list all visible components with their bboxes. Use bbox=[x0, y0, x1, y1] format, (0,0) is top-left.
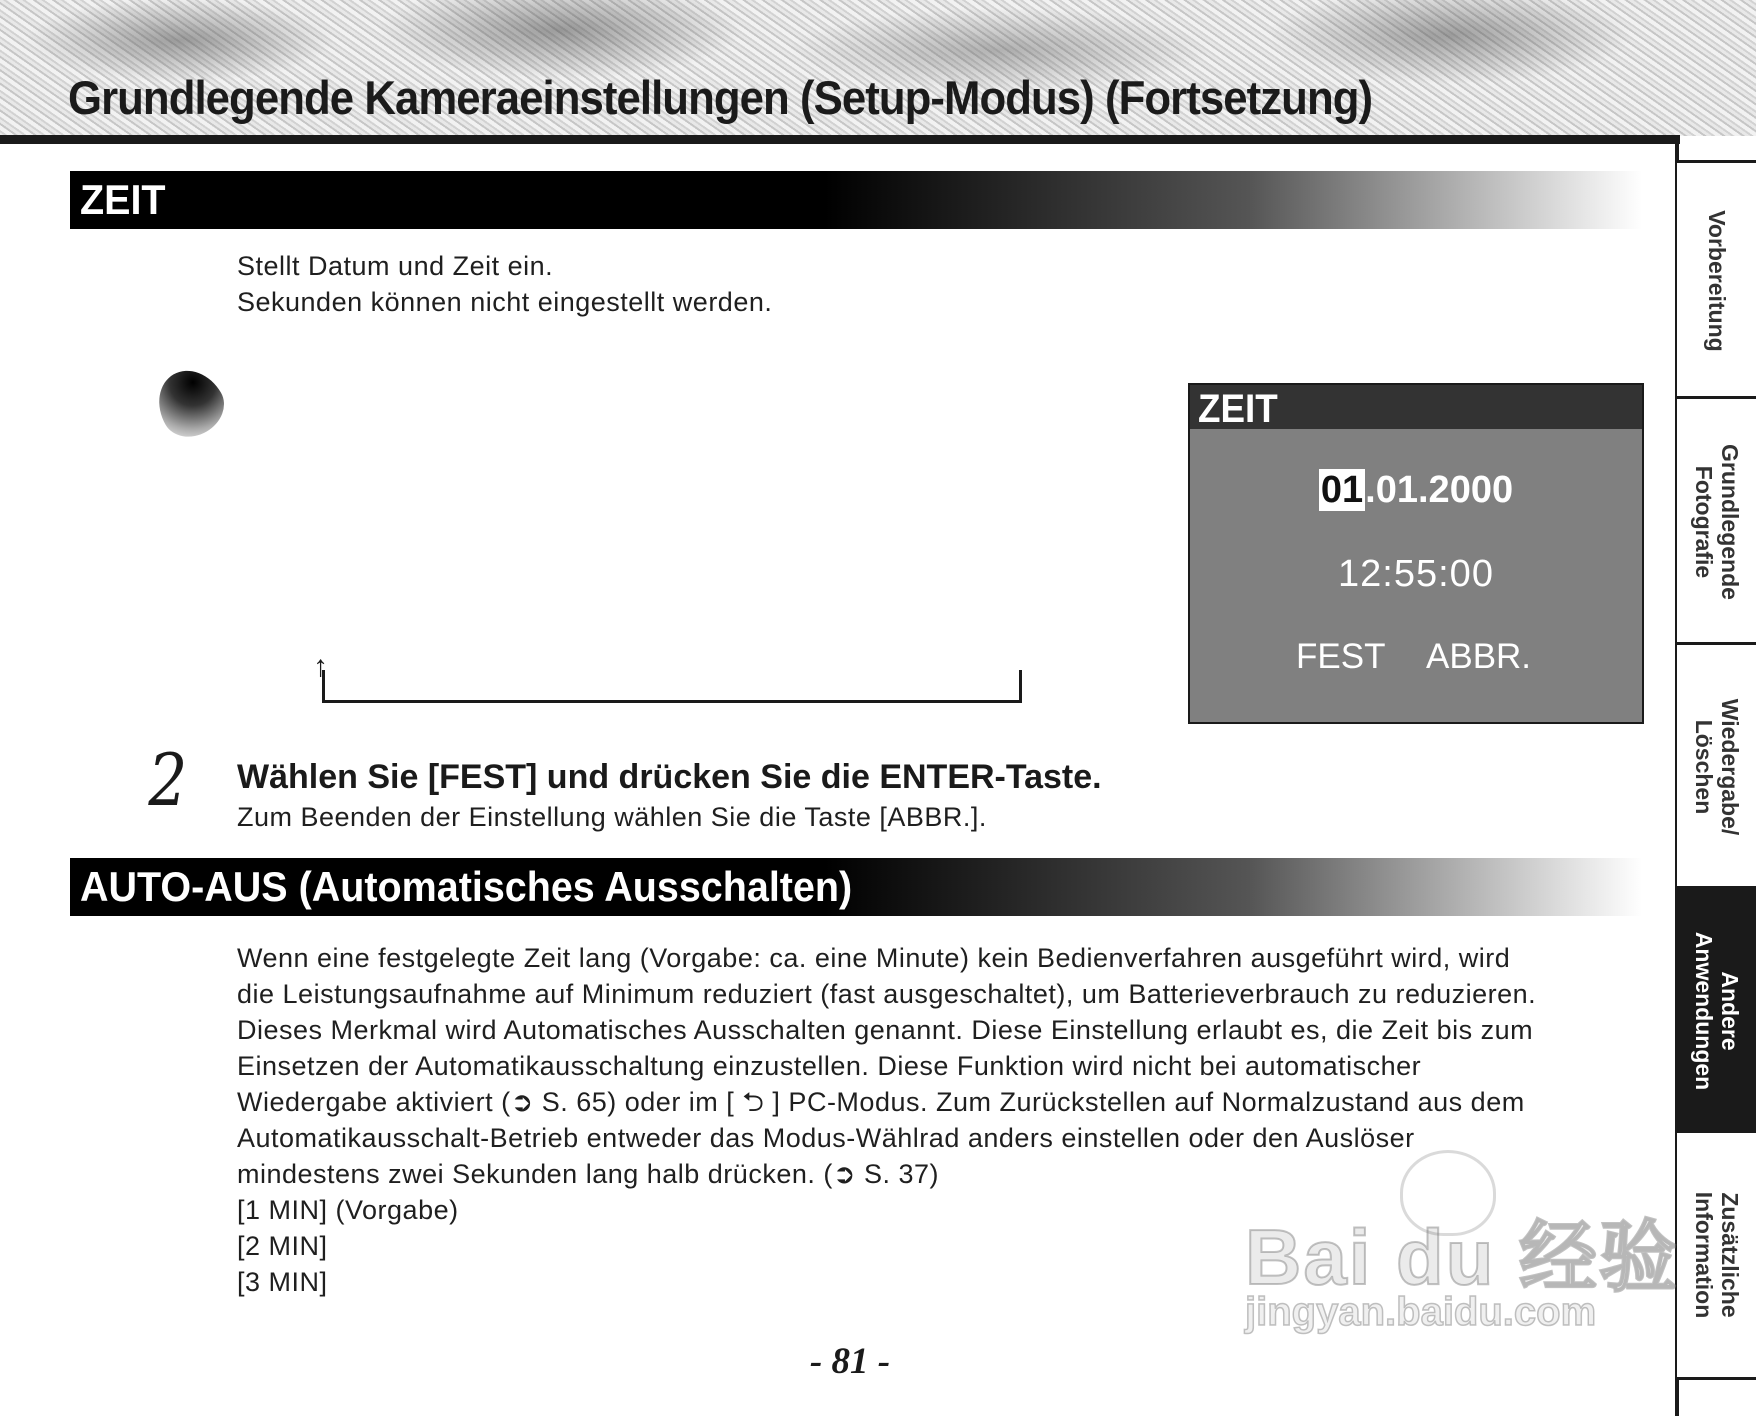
auto-aus-section-bar bbox=[70, 858, 1642, 916]
auto-aus-section-title: AUTO-AUS (Automatisches Ausschalten) bbox=[80, 863, 853, 910]
lcd-abbr-option: ABBR. bbox=[1426, 637, 1532, 676]
tab-andere-anwendungen[interactable] bbox=[1677, 886, 1756, 1133]
tab-vorbereitung[interactable] bbox=[1677, 160, 1756, 399]
zeit-intro bbox=[237, 248, 772, 320]
page-title: Grundlegende Kameraeinstellungen (Setup-Modus) (Fortsetzung) bbox=[68, 71, 1373, 124]
step-heading: Wählen Sie [FEST] und drücken Sie die ENTER-Taste. bbox=[237, 758, 1102, 796]
header-divider bbox=[0, 135, 1680, 144]
auto-aus-line: mindestens zwei Sekunden lang halb drücken. (➲ S. 37) bbox=[237, 1159, 940, 1189]
tab-zusaetzliche-information[interactable] bbox=[1677, 1130, 1756, 1380]
auto-aus-option: [2 MIN] bbox=[237, 1231, 328, 1261]
tab-label: Andere Anwendungen bbox=[1690, 931, 1743, 1091]
lcd-date-selected: 01 bbox=[1320, 469, 1364, 511]
zeit-intro-line: Sekunden können nicht eingestellt werden. bbox=[237, 287, 773, 317]
lcd-screen bbox=[1188, 383, 1644, 724]
loop-arrow-gap bbox=[1000, 640, 1020, 670]
auto-aus-option: [3 MIN] bbox=[237, 1267, 328, 1297]
auto-aus-line: Automatikausschalt-Betrieb entweder das Modus-Wählrad anders einstellen oder den Auslöser bbox=[237, 1123, 1415, 1153]
tab-label: Grundlegende Fotografie bbox=[1690, 444, 1743, 600]
lcd-header bbox=[1190, 385, 1642, 429]
zeit-section-title: ZEIT bbox=[80, 176, 166, 223]
auto-aus-line: Dieses Merkmal wird Automatisches Ausschalten genannt. Diese Einstellung erlaubt es, die Zeit bis zum bbox=[237, 1015, 1534, 1045]
step-note: Zum Beenden der Einstellung wählen Sie die Taste [ABBR.]. bbox=[237, 802, 987, 832]
zeit-section-bar bbox=[70, 171, 1642, 229]
lcd-title: ZEIT bbox=[1198, 387, 1278, 431]
lcd-date-rest: .01.2000 bbox=[1365, 469, 1514, 511]
auto-aus-line: Wenn eine festgelegte Zeit lang (Vorgabe: ca. eine Minute) kein Bedienverfahren ausgeführt wird, wird bbox=[237, 943, 1511, 973]
tab-label: Vorbereitung bbox=[1703, 210, 1730, 352]
lcd-date bbox=[1190, 469, 1642, 512]
up-arrow-icon: ↑ bbox=[313, 650, 328, 683]
auto-aus-option: [1 MIN] (Vorgabe) bbox=[237, 1195, 459, 1225]
loop-arrow-line bbox=[322, 670, 1022, 703]
lcd-fest-option: FEST bbox=[1296, 637, 1386, 676]
page-number: - 81 - bbox=[809, 1341, 891, 1382]
auto-aus-line: Einsetzen der Automatikausschaltung einzustellen. Diese Funktion wird nicht bei automatischer bbox=[237, 1051, 1422, 1081]
tab-grundlegende-fotografie[interactable] bbox=[1677, 396, 1756, 645]
tab-wiedergabe-loeschen[interactable] bbox=[1677, 642, 1756, 889]
lcd-time: 12:55:00 bbox=[1338, 553, 1494, 595]
step-marker-icon bbox=[146, 358, 234, 447]
auto-aus-line: Wiedergabe aktiviert (➲ S. 65) oder im [ ⮌ ] PC-Modus. Zum Zurückstellen auf Normalzustand aus dem bbox=[237, 1087, 1525, 1117]
baidu-watermark-logo: Bai du 经验 bbox=[1245, 1213, 1680, 1301]
tab-label: Zusätzliche Information bbox=[1690, 1191, 1743, 1319]
zeit-intro-line: Stellt Datum und Zeit ein. bbox=[237, 251, 554, 281]
tab-label: Wiedergabe/ Löschen bbox=[1690, 698, 1743, 836]
step-number: 2 bbox=[148, 738, 188, 822]
auto-aus-line: die Leistungsaufnahme auf Minimum reduziert (fast ausgeschaltet), um Batterieverbrauch zu reduzieren. bbox=[237, 979, 1537, 1009]
baidu-watermark-url: jingyan.baidu.com bbox=[1245, 1290, 1597, 1334]
